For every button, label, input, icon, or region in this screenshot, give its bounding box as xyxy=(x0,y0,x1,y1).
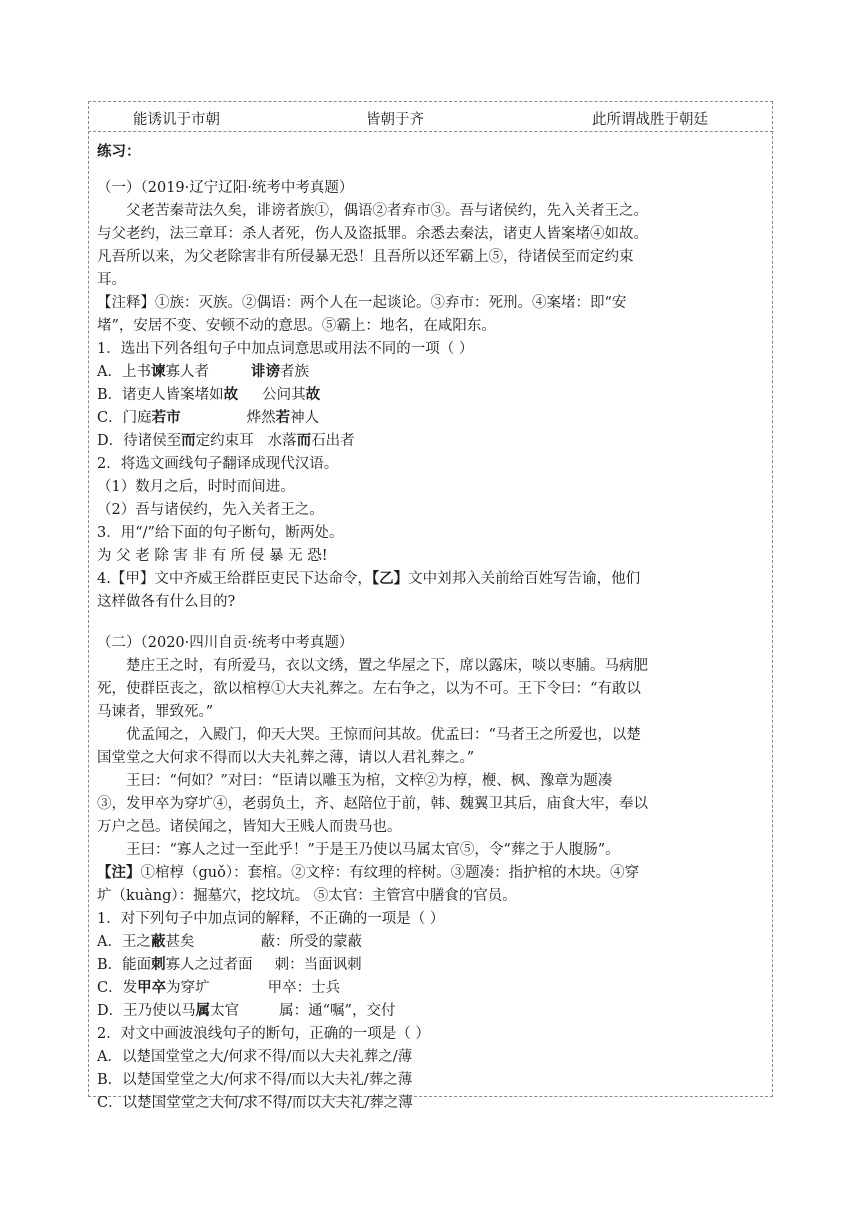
option-a: A．以楚国堂堂之大/何求不得/而以大夫礼葬之/薄 xyxy=(97,1049,413,1065)
row-divider xyxy=(88,131,773,132)
section2-heading: （二）（2020·四川自贡·统考中考真题） xyxy=(97,635,354,651)
question-4-cont: 这样做各有什么目的? xyxy=(97,594,236,610)
question-1: 1．选出下列各组句子中加点词意思或用法不同的一项（ ） xyxy=(97,341,474,357)
section2-text: 国堂堂之大何求不得而以大夫礼葬之薄，请以人君礼葬之。” xyxy=(97,750,475,766)
option-d: D．王乃使以马属太官 属：通“嘱”，交付 xyxy=(97,1002,396,1019)
section2-text: 王曰：“何如？”对曰：“臣请以雕玉为棺，文梓②为椁，楩、枫、豫章为题凑 xyxy=(126,773,613,789)
section1-note: 【注释】①族：灭族。②偶语：两个人在一起谈论。③弃市：死刑。④案堵：即“安 xyxy=(97,295,627,311)
section2-text: 死，使群臣丧之，欲以棺椁①大夫礼葬之。左右争之，以为不可。王下令曰：“有敢以 xyxy=(97,681,641,697)
section2-text: 优孟闻之，入殿门，仰天大哭。王惊而问其故。优孟曰：“马者王之所爱也，以楚 xyxy=(126,727,641,743)
option-c: C．以楚国堂堂之大何/求不得/而以大夫礼/葬之薄 xyxy=(97,1095,413,1111)
question-1: 1．对下列句子中加点词的解释，不正确的一项是（ ） xyxy=(97,911,445,927)
section2-text: 万户之邑。诸侯闻之，皆知大王贱人而贵马也。 xyxy=(97,819,402,835)
section1-note: 堵”，安居不变、安顿不动的意思。⑤霸上：地名，在咸阳东。 xyxy=(97,318,496,334)
option-c: C．发甲卒为穿圹 甲卒：士兵 xyxy=(97,979,341,996)
option-b: B．能面刺寡人之过者面 刺：当面讽刺 xyxy=(97,956,362,973)
section2-text: 楚庄王之时，有所爱马，衣以文绣，置之华屋之下，席以露床，啖以枣脯。马病肥 xyxy=(126,658,648,674)
section2-text: ③，发甲卒为穿圹④，老弱负土，齐、赵陪位于前，韩、魏翼卫其后，庙食大牢，奉以 xyxy=(97,796,648,812)
option-a: A．王之蔽甚矣 蔽：所受的蒙蔽 xyxy=(97,933,362,950)
option-d: D．待诸侯至而定约束耳 水落而石出者 xyxy=(97,432,355,449)
option-a: A．上书谏寡人者 诽谤者族 xyxy=(97,363,309,380)
section2-text: 马谏者，罪致死。” xyxy=(97,704,214,720)
option-b: B．以楚国堂堂之大/何求不得/而以大夫礼/葬之薄 xyxy=(97,1072,413,1088)
question-2: 2．将选文画线句子翻译成现代汉语。 xyxy=(97,456,339,472)
header-cell-1: 能诱讥于市朝 xyxy=(133,112,220,128)
question-2-sub: （2）吾与诸侯约，先入关者王之。 xyxy=(97,502,324,518)
header-cell-3: 此所谓战胜于朝廷 xyxy=(592,112,708,128)
section1-text: 耳。 xyxy=(97,272,126,288)
option-c: C．门庭若市 烨然若神人 xyxy=(97,409,320,426)
section1-text: 凡吾所以来，为父老除害非有所侵暴无恐！且吾所以还军霸上⑤，待诸侯至而定约束 xyxy=(97,249,634,265)
section2-text: 王曰：“寡人之过一至此乎！”于是王乃使以马属太官⑤，令“葬之于人腹肠”。 xyxy=(126,842,620,858)
question-3: 3．用“/”给下面的句子断句，断两处。 xyxy=(97,525,344,541)
section1-text: 与父老约，法三章耳：杀人者死，伤人及盗抵罪。余悉去秦法，诸吏人皆案堵④如故。 xyxy=(97,226,648,242)
section1-text: 父老苦秦苛法久矣，诽谤者族①，偶语②者弃市③。吾与诸侯约，先入关者王之。 xyxy=(126,203,648,219)
option-b: B．诸吏人皆案堵如故 公问其故 xyxy=(97,386,321,403)
practice-label: 练习： xyxy=(97,143,141,160)
question-2: 2．对文中画波浪线句子的断句，正确的一项是（ ） xyxy=(97,1026,430,1042)
header-cell-2: 皆朝于齐 xyxy=(366,112,424,128)
section1-heading: （一）（2019·辽宁辽阳·统考中考真题） xyxy=(97,180,354,196)
section2-note: 【注】①棺椁（guǒ）：套棺。②文梓：有纹理的梓树。③题凑：指护棺的木块。④穿 xyxy=(97,864,640,881)
question-3-sentence: 为 父 老 除 害 非 有 所 侵 暴 无 恐! xyxy=(97,548,328,564)
section2-note: 圹（kuàng）：掘墓穴，挖坟坑。 ⑤太官：主管宫中膳食的官员。 xyxy=(97,888,517,904)
question-2-sub: （1）数月之后，时时而间进。 xyxy=(97,479,295,495)
question-4: 4.【甲】文中齐威王给群臣吏民下达命令，【乙】文中刘邦入关前给百姓写告谕，他们 xyxy=(97,570,641,587)
